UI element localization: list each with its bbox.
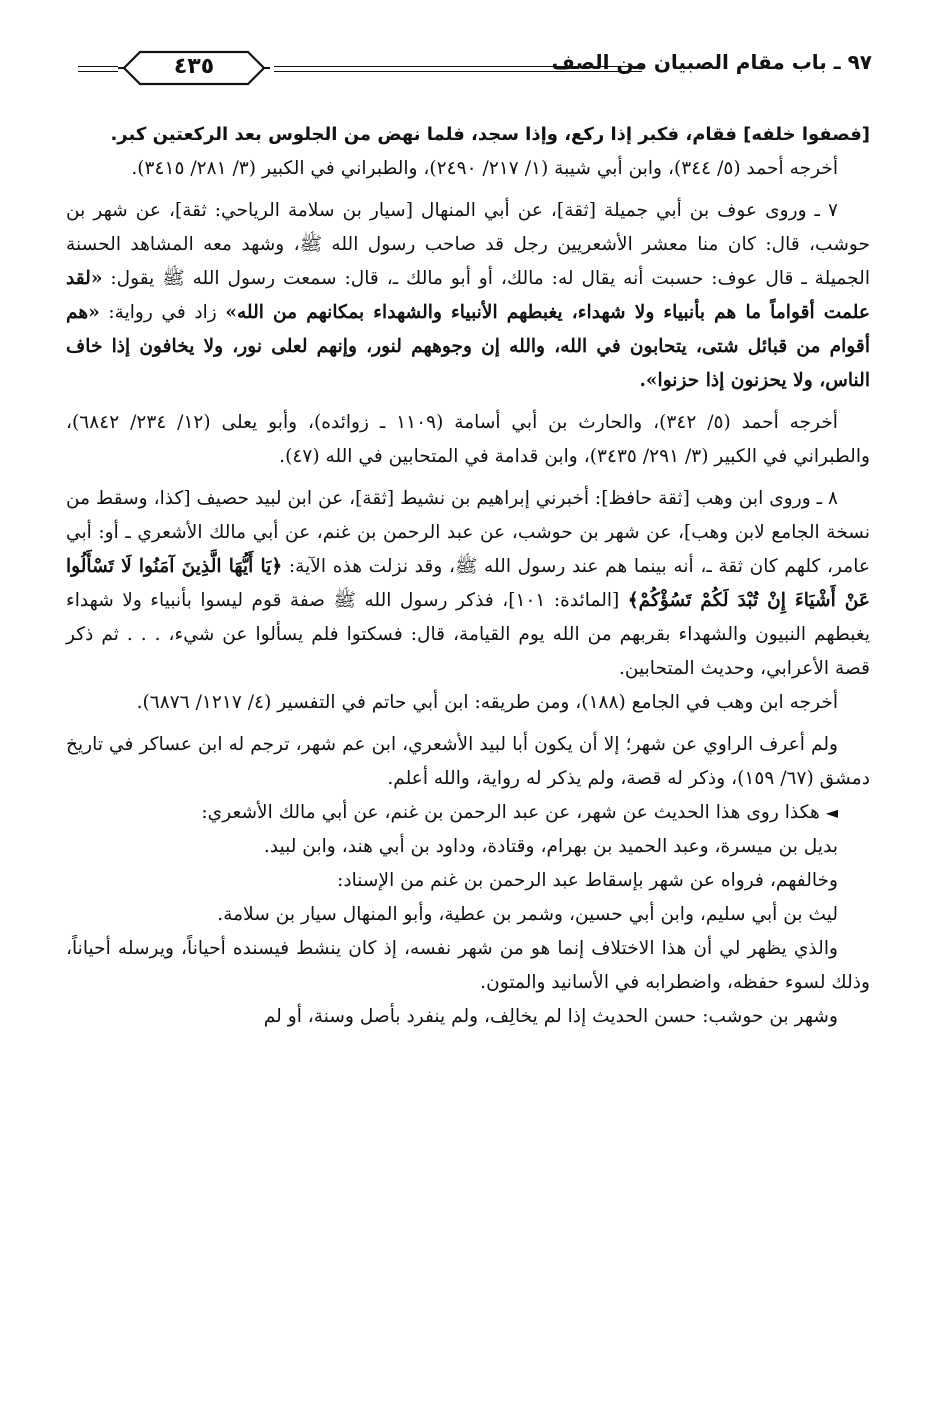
paragraph-takhrij-1: أخرجه أحمد (٥/ ٣٤٤)، وابن أبي شيبة (١/ ٢١٧/ ٢٤٩٠)، والطبراني في الكبير (٣/ ٢٨١/ ٣٤١٥). (131, 158, 838, 179)
chapter-title: ٩٧ ـ باب مقام الصبيان من الصف (551, 50, 872, 74)
variants-intro-text: هكذا روى هذا الحديث عن شهر، عن عبد الرحمن بن غنم، عن أبي مالك الأشعري: (201, 802, 820, 823)
page-body (66, 118, 870, 1034)
paragraph-takhrij-2: أخرجه أحمد (٥/ ٣٤٢)، والحارث بن أبي أسامة (١١٠٩ ـ زوائده)، وأبو يعلى (١٢/ ٢٣٤/ ٦٨٤٢)، والطبراني في الكبير (٣/ ٢٩١/ ٣٤٣٥)، وابن قدامة في المتحابين في الله (٤٧). (66, 412, 870, 467)
page-number-frame (114, 48, 274, 88)
paragraph-dissent: وخالفهم، فرواه عن شهر بإسقاط عبد الرحمن بن غنم من الإسناد: (337, 870, 838, 891)
paragraph-hadith-7 (66, 194, 870, 398)
hadith-7-connector: زاد في رواية: (99, 302, 226, 323)
hadith-7-isnad: ٧ ـ وروى عوف بن أبي جميلة [ثقة]، عن أبي المنهال [سيار بن سلامة الرياحي: ثقة]، عن شهر بن حوشب، قال: كان منا معشر الأشعريين رجل قد صاحب رسول الله ﷺ، وشهد معه المشاهد الحسنة الجميلة ـ قال عوف: حسبت أنه يقال له: مالك، أو أبو مالك ـ، قال: سمعت رسول الله ﷺ يقول: (66, 200, 870, 289)
hadith-7-addition: «هم أقوام من قبائل شتى، يتحابون في الله، والله إن وجوههم لنور، وإنهم لعلى نور، ولا يخافون إذا خاف الناس، ولا يحزنون إذا حزنوا». (66, 302, 870, 391)
paragraph-narrators-list-1: بديل بن ميسرة، وعبد الحميد بن بهرام، وقتادة، وداود بن أبي هند، وابن لبيد. (263, 836, 838, 857)
paragraph-narrators-list-2: ليث بن أبي سليم، وابن أبي حسين، وشمر بن عطية، وأبو المنهال سيار بن سلامة. (217, 904, 838, 925)
paragraph-hadith-8 (66, 482, 870, 686)
page-number: ٤٣٥ (173, 54, 215, 79)
page-header (78, 44, 878, 94)
hadith-8-text: [المائدة: ١٠١]، فذكر رسول الله ﷺ صفة قوم ليسوا بأنبياء ولا شهداء يغبطهم النبيون والشهداء بقربهم من الله يوم القيامة، قال: فسكتوا فلم يسألوا عن شيء، . . . ثم ذكر قصة الأعرابي، وحديث المتحابين. (66, 590, 870, 679)
paragraph-shahr-assessment: وشهر بن حوشب: حسن الحديث إذا لم يخالِف، ولم ينفرد بأصل وسنة، أو لم (263, 1006, 838, 1027)
hadith-7-matn: «لقد علمت أقواماً ما هم بأنبياء ولا شهداء، يغبطهم الأنبياء والشهداء بمكانهم من الله» (66, 268, 870, 323)
paragraph-variants-intro (66, 796, 870, 830)
paragraph-takhrij-3: أخرجه ابن وهب في الجامع (١٨٨)، ومن طريقه: ابن أبي حاتم في التفسير (٤/ ١٢١٧/ ٦٨٧٦). (136, 692, 838, 713)
paragraph-analysis: والذي يظهر لي أن هذا الاختلاف إنما هو من شهر نفسه، إذ كان ينشط فيسنده أحياناً، ويرسله أحياناً، وذلك لسوء حفظه، واضطرابه في الأسانيد والمتون. (66, 938, 870, 993)
paragraph-narrator-note: ولم أعرف الراوي عن شهر؛ إلا أن يكون أبا لبيد الأشعري، ابن عم شهر، ترجم له ابن عساكر في تاريخ دمشق (٦٧/ ١٥٩)، وذكر له قصة، ولم يذكر له رواية، والله أعلم. (66, 734, 870, 789)
header-rule-left (78, 66, 118, 72)
bullet-icon: ◄ (825, 803, 838, 822)
paragraph-hadith-end: [فصفوا خلفه] فقام، فكبر إذا ركع، وإذا سجد، فلما نهض من الجلوس بعد الركعتين كبر. (110, 124, 870, 145)
quran-verse: ﴿يَا أَيُّهَا الَّذِينَ آمَنُوا لَا تَسْأَلُوا عَنْ أَشْيَاءَ إِنْ تُبْدَ لَكُمْ تَسُؤْكُمْ﴾ (66, 556, 871, 611)
hadith-8-isnad: ٨ ـ وروى ابن وهب [ثقة حافظ]: أخبرني إبراهيم بن نشيط [ثقة]، عن ابن لبيد حصيف [كذا، وسقط من نسخة الجامع لابن وهب]، عن شهر بن حوشب، عن عبد الرحمن بن غنم، عن أبي مالك الأشعري ـ أو: أبي عامر، كلهم كان ثقة ـ، أنه بينما هم عند رسول الله ﷺ، وقد نزلت هذه الآية: (66, 488, 870, 577)
